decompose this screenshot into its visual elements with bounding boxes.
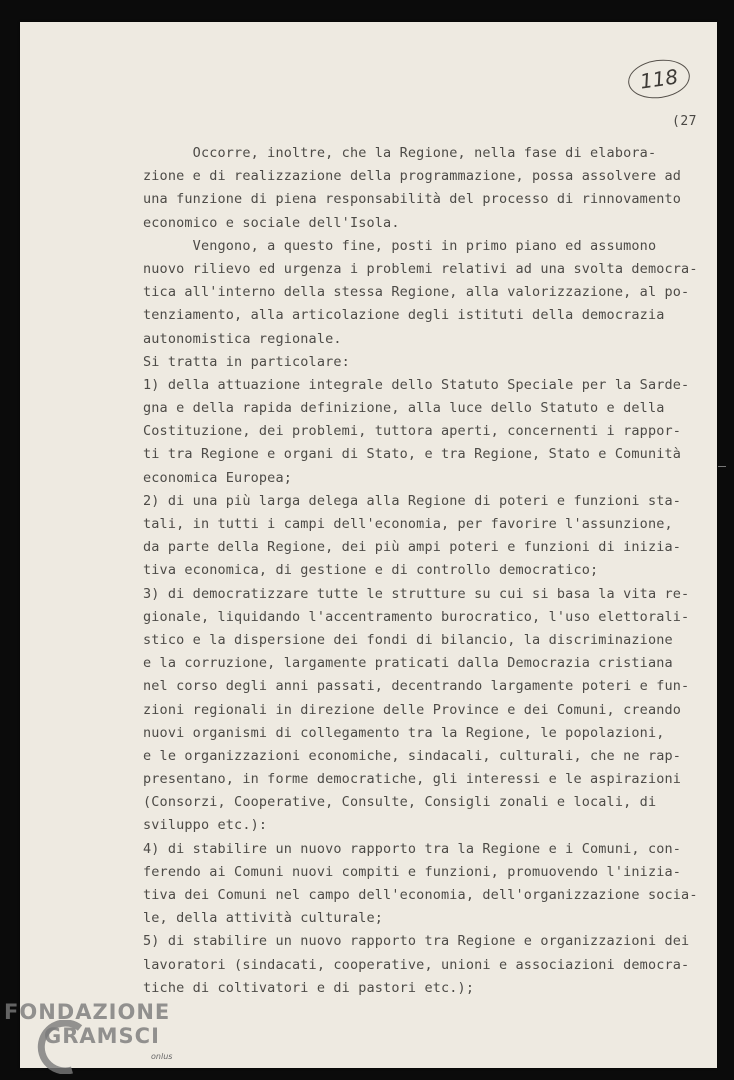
text-line: presentano, in forme democratiche, gli interessi e le aspirazioni [143, 771, 682, 788]
text-line: zioni regionali in direzione delle Province e dei Comuni, creando [143, 701, 682, 718]
text-line: 3) di democratizzare tutte le strutture su cui si basa la vita re- [143, 585, 690, 602]
text-line: 5) di stabilire un nuovo rapporto tra Regione e organizzazioni dei [143, 933, 690, 950]
text-line: 2) di una più larga delega alla Regione di poteri e funzioni sta- [143, 492, 682, 509]
text-line: da parte della Regione, dei più ampi poteri e funzioni di inizia- [143, 539, 682, 556]
text-line: (Consorzi, Cooperative, Consulte, Consigli zonali e locali, di [143, 794, 657, 811]
text-line: tiva dei Comuni nel campo dell'economia, dell'organizzazione socia- [143, 887, 698, 903]
text-line: tiche di coltivatori e di pastori etc.); [143, 979, 475, 996]
document-page [20, 22, 717, 1068]
text-line: nuovo rilievo ed urgenza i problemi relativi ad una svolta democra- [143, 260, 698, 277]
text-line: zione e di realizzazione della programmazione, possa assolvere ad [143, 168, 682, 185]
logo-line1: FONDAZIONE [4, 1000, 171, 1024]
text-line: una funzione di piena responsabilità del processo di rinnovamento [143, 191, 682, 208]
text-line: nuovi organismi di collegamento tra la Regione, le popolazioni, [143, 724, 665, 741]
text-line: stico e la dispersione dei fondi di bilancio, la discriminazione [143, 631, 673, 648]
text-line: ferendo ai Comuni nuovi compiti e funzioni, promuovendo l'inizia- [143, 863, 682, 880]
text-line: ti tra Regione e organi di Stato, e tra Regione, Stato e Comunità [143, 446, 682, 463]
text-line: Occorre, inoltre, che la Regione, nella fase di elabora- [143, 145, 657, 161]
logo-onlus: onlus [151, 1052, 173, 1061]
text-line: tiva economica, di gestione e di controllo democratico; [143, 562, 599, 579]
text-line: autonomistica regionale. [143, 330, 342, 347]
text-line: Si tratta in particolare: [143, 353, 350, 370]
text-line: tica all'interno della stessa Regione, alla valorizzazione, al po- [143, 284, 690, 301]
text-line: Costituzione, dei problemi, tuttora aperti, concernenti i rappor- [143, 423, 682, 440]
page-number: (27 [672, 114, 697, 129]
text-line: economica Europea; [143, 469, 292, 486]
text-line: le, della attività culturale; [143, 910, 384, 927]
text-line: nel corso degli anni passati, decentrando largamente poteri e fun- [143, 678, 690, 695]
text-line: tenziamento, alla articolazione degli istituti della democrazia [143, 307, 665, 324]
text-line: tali, in tutti i campi dell'economia, per favorire l'assunzione, [143, 516, 673, 532]
text-line: economico e sociale dell'Isola. [143, 214, 400, 231]
archive-number-stamp: 118 [626, 56, 693, 102]
text-line: Vengono, a questo fine, posti in primo piano ed assumono [143, 237, 657, 254]
text-line: 1) della attuazione integrale dello Statuto Speciale per la Sarde- [143, 376, 690, 393]
typed-text-body [143, 142, 703, 1000]
text-line: 4) di stabilire un nuovo rapporto tra la Regione e i Comuni, con- [143, 840, 682, 857]
text-line: gna e della rapida definizione, alla luce dello Statuto e della [143, 400, 665, 417]
text-line: e le organizzazioni economiche, sindacali, culturali, che ne rap- [143, 747, 682, 764]
text-line: gionale, liquidando l'accentramento burocratico, l'uso elettorali- [143, 608, 690, 625]
logo-line2: GRAMSCI [44, 1024, 160, 1048]
margin-mark [718, 466, 726, 467]
text-line: e la corruzione, largamente praticati dalla Democrazia cristiana [143, 655, 673, 672]
text-line: lavoratori (sindacati, cooperative, unioni e associazioni democra- [143, 956, 690, 973]
fondazione-gramsci-logo [4, 998, 194, 1074]
text-line: sviluppo etc.): [143, 817, 268, 834]
